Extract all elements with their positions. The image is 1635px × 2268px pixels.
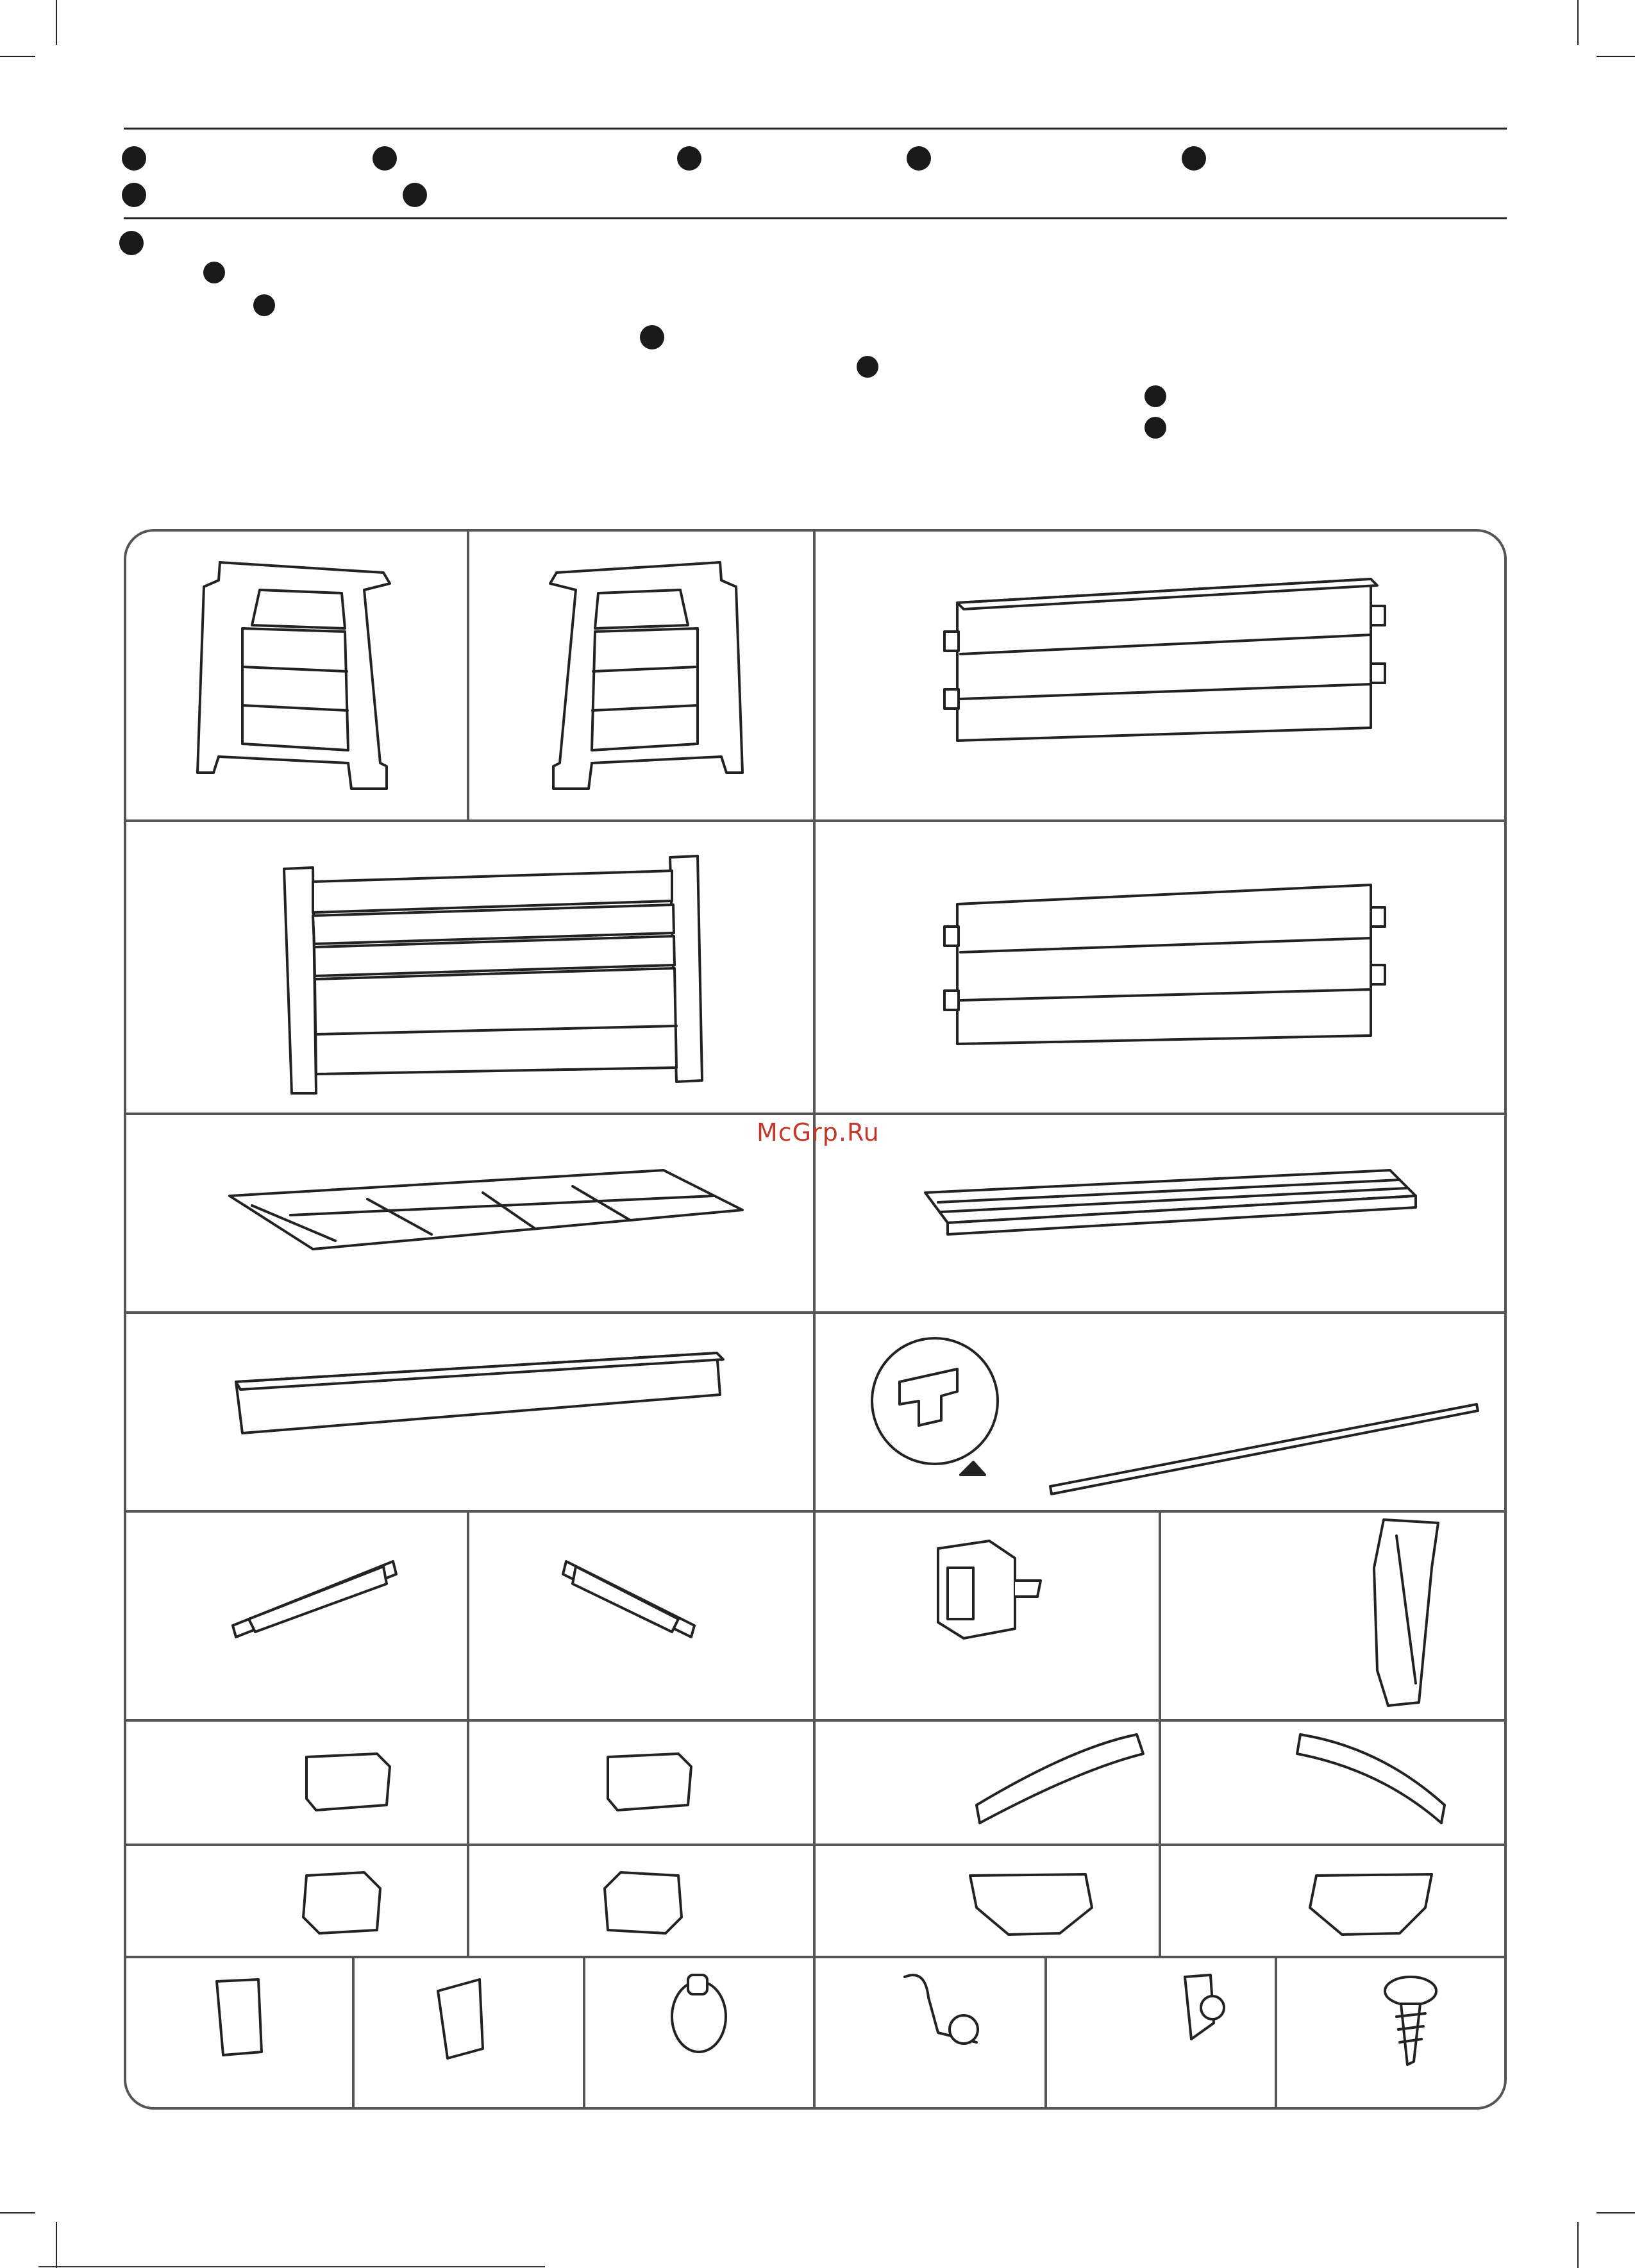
- bullet-dot: [119, 231, 144, 255]
- right-end-cap: [608, 1754, 691, 1810]
- watermark-text: McGrp.Ru: [757, 1118, 880, 1147]
- metal-reinforcement-rod: [872, 1338, 1478, 1494]
- bullet-dot: [1182, 146, 1206, 171]
- header-rule-bottom: [124, 217, 1507, 219]
- bullet-dot: [1144, 385, 1166, 407]
- bullet-dot: [122, 146, 146, 171]
- floor-panel: [230, 1170, 742, 1249]
- left-base-foot: [970, 1874, 1092, 1935]
- left-small-clip: [217, 1979, 262, 2055]
- rear-panel: [944, 885, 1385, 1044]
- bullet-dot: [1144, 417, 1166, 439]
- right-base-foot: [1310, 1874, 1432, 1935]
- crop-mark: [1597, 56, 1635, 57]
- bullet-dot: [373, 146, 397, 171]
- footer-rule: [38, 2266, 545, 2267]
- metal-bracket-tab: [1185, 1975, 1224, 2039]
- bullet-dot: [253, 294, 275, 316]
- parts-list-panel: [124, 529, 1507, 2110]
- crop-mark: [0, 56, 35, 57]
- left-lid-hinge-rail: [233, 1561, 396, 1637]
- bottom-rail-beam: [236, 1353, 723, 1433]
- seat-lid-panel: [925, 1170, 1416, 1234]
- right-curved-armrest: [1297, 1735, 1445, 1823]
- crop-mark: [1577, 2222, 1579, 2268]
- curved-metal-clip: [905, 1975, 978, 2044]
- crop-mark: [56, 0, 57, 45]
- left-bench-leg: [197, 562, 390, 789]
- bullet-dot: [907, 146, 931, 171]
- hinge-pin-knob: [672, 1975, 726, 2052]
- bullet-dot: [677, 146, 701, 171]
- bullet-dot: [857, 356, 878, 378]
- screw: [1385, 1977, 1436, 2065]
- right-lid-hinge-rail: [563, 1561, 694, 1637]
- backrest-panel: [284, 856, 702, 1093]
- right-bench-leg: [550, 562, 742, 789]
- left-corner-connector: [303, 1872, 380, 1933]
- bullet-dot: [203, 262, 225, 283]
- header-rule-top: [124, 128, 1507, 130]
- crop-mark: [56, 2222, 57, 2268]
- bullet-dot: [640, 325, 664, 349]
- right-corner-connector: [605, 1872, 682, 1933]
- crop-mark: [0, 2212, 35, 2213]
- crop-mark: [1597, 2212, 1635, 2213]
- lock-bracket-block: [938, 1541, 1041, 1638]
- crop-mark: [1577, 0, 1579, 45]
- side-support-arm: [1374, 1520, 1438, 1706]
- right-small-clip: [438, 1979, 483, 2058]
- front-panel: [944, 579, 1385, 741]
- left-end-cap: [306, 1754, 390, 1810]
- bullet-dot: [122, 183, 146, 207]
- bullet-dot: [403, 183, 427, 207]
- left-curved-armrest: [977, 1735, 1143, 1823]
